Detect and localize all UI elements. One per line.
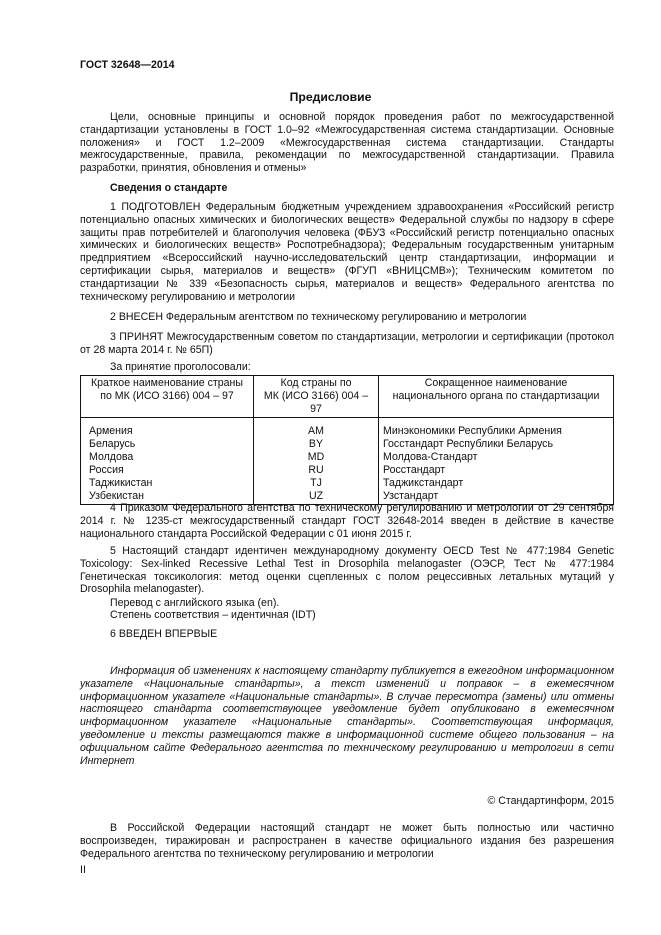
table-row	[81, 451, 614, 464]
item-3-adopted: 3 ПРИНЯТ Межгосударственным советом по стандартизации, метрологии и сертификации (протокол от 28 марта 2014 г. № 65П)	[80, 331, 614, 356]
item-2-introduced: 2 ВНЕСЕН Федеральным агентством по техническому регулированию и метрологии	[110, 311, 527, 323]
header-country-line2: по МК (ИСО 3166) 004 – 97	[100, 390, 234, 402]
copyright: © Стандартинформ, 2015	[487, 795, 614, 807]
intro-paragraph: Цели, основные принципы и основной порядок проведения работ по межгосударственной стандартизации установлены в ГОСТ 1.0–92 «Межгосударственная система стандартизации. Основные положения» и ГОСТ 1.2–2009 «Межгосударственная система стандартизации. Стандарты межгосударственные, правила, рекомендации по межгосударственной стандартизации. Правила разработки, принятия, обновления и отмены»	[80, 111, 614, 175]
cell-organization: Росстандарт	[379, 464, 614, 477]
column-header-organization	[379, 376, 614, 418]
header-code-line1: Код страны по	[280, 377, 352, 389]
header-org-line1: Сокращенное наименование	[424, 377, 568, 389]
item-4-order: 4 Приказом Федерального агентства по техническому регулированию и метрологии от 29 сентября 2014 г. № 1235-ст межгосударственный стандарт ГОСТ 32648-2014 введен в действие в качестве национального стандарта Российской Федерации с 01 июня 2015 г.	[80, 502, 614, 540]
translation-note: Перевод с английского языка (en).	[110, 597, 280, 609]
table-row	[81, 464, 614, 477]
cell-organization: Минэкономики Республики Армения	[379, 418, 614, 439]
table-row	[81, 477, 614, 490]
item-5-identical: 5 Настоящий стандарт идентичен международному документу OECD Test № 477:1984 Genetic Toxicology: Sex-linked Recessive Lethal Test in Drosophila melanogaster (ОЭСР, Тест № 477:1984 Генетическая токсикология: метод оценки сцепленных с полом рецессивных летальных мутаций у Drosophila melanogaster).	[80, 545, 614, 596]
cell-code: AM	[254, 418, 379, 439]
changes-info-notice: Информация об изменениях к настоящему стандарту публикуется в ежегодном информационном указателе «Национальные стандарты», а текст изменений и поправок – в ежемесячном информационном указателе «Национальные стандарты». В случае пересмотра (замены) или отмены настоящего стандарта соответствующее уведомление будет опубликовано в ежемесячном информационном указателе «Национальные стандарты». Соответствующая информация, уведомление и тексты размещаются также в информационной системе общего пользования – на официальном сайте Федерального агентства по техническому регулированию и метрологии в сети Интернет	[80, 665, 614, 767]
header-org-line2: национального органа по стандартизации	[392, 390, 600, 402]
item-6-first-introduced: 6 ВВЕДЕН ВПЕРВЫЕ	[110, 628, 218, 640]
cell-country: Молдова	[81, 451, 254, 464]
cell-country: Армения	[81, 418, 254, 439]
cell-country: Россия	[81, 464, 254, 477]
cell-code: UZ	[254, 490, 379, 505]
header-country-line1: Краткое наименование страны	[90, 377, 244, 389]
cell-organization: Молдова-Стандарт	[379, 451, 614, 464]
page-number: II	[80, 864, 86, 876]
cell-organization: Госстандарт Республики Беларусь	[379, 438, 614, 451]
vote-label: За принятие проголосовали:	[110, 361, 251, 373]
cell-code: BY	[254, 438, 379, 451]
cell-code: MD	[254, 451, 379, 464]
item-1-prepared: 1 ПОДГОТОВЛЕН Федеральным бюджетным учреждением здравоохранения «Российский регистр потенциально опасных химических и биологических веществ» Федеральной службы по надзору в сфере защиты прав потребителей и благополучия человека (ФБУЗ «Российский регистр потенциально опасных химических и биологических веществ» Роспотребнадзора); Федеральным государственным унитарным предприятием «Всероссийский научно-исследовательский центр стандартизации, информации и сертификации сырья, материалов и веществ» (ФГУП «ВНИЦСМВ»); Техническим комитетом по стандартизации № 339 «Безопасность сырья, материалов и веществ» Федерального агентства по техническому регулированию и метрологии	[80, 201, 614, 303]
cell-organization: Узстандарт	[379, 490, 614, 505]
document-code: ГОСТ 32648—2014	[80, 59, 175, 71]
conformity-note: Степень соответствия – идентичная (IDT)	[110, 609, 316, 621]
cell-country: Таджикистан	[81, 477, 254, 490]
header-code-line2: МК (ИСО 3166) 004 – 97	[263, 390, 369, 415]
table-row	[81, 418, 614, 439]
voting-table	[80, 375, 614, 505]
cell-country: Беларусь	[81, 438, 254, 451]
cell-organization: Таджикстандарт	[379, 477, 614, 490]
column-header-code	[254, 376, 379, 418]
table-row	[81, 438, 614, 451]
section-heading: Сведения о стандарте	[110, 182, 228, 194]
cell-country: Узбекистан	[81, 490, 254, 505]
reproduction-notice: В Российской Федерации настоящий стандарт не может быть полностью или частично воспроизведен, тиражирован и распространен в качестве официального издания без разрешения Федерального агентства по техническому регулированию и метрологии	[80, 822, 614, 860]
cell-code: TJ	[254, 477, 379, 490]
column-header-country	[81, 376, 254, 418]
page-title: Предисловие	[289, 90, 372, 104]
cell-code: RU	[254, 464, 379, 477]
